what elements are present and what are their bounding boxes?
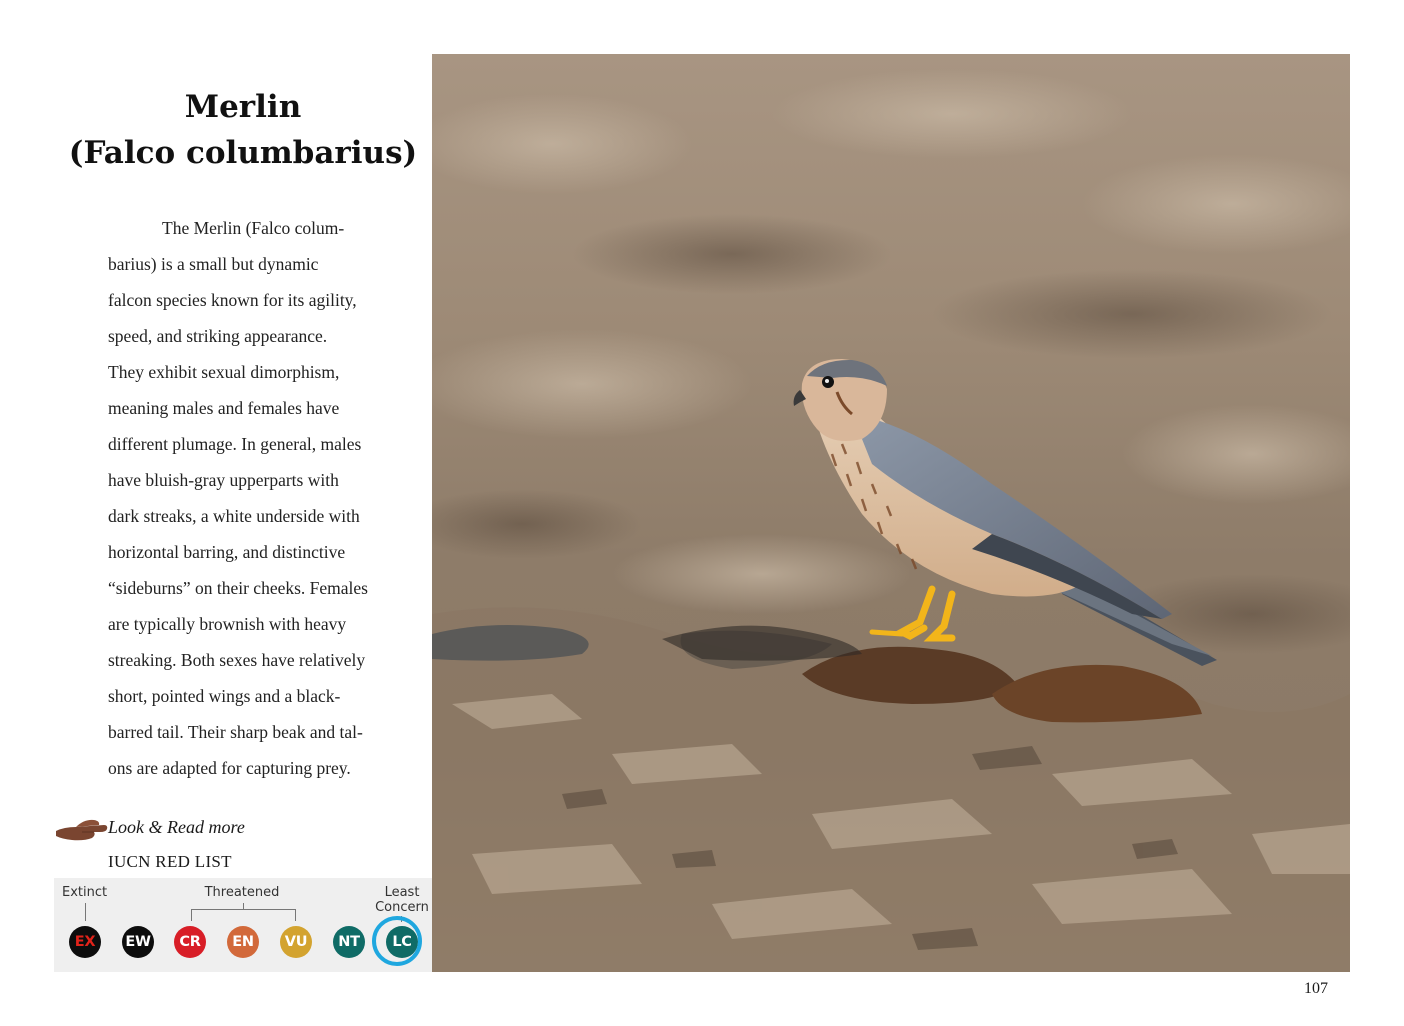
iucn-badge-ew: EW	[122, 926, 154, 958]
bracket-center	[243, 903, 244, 910]
label-least-concern-2: Concern	[375, 900, 429, 915]
description-line: are typically brownish with heavy	[108, 614, 347, 634]
label-extinct: Extinct	[62, 885, 108, 900]
label-threatened: Threatened	[204, 885, 280, 900]
iucn-badge-en: EN	[227, 926, 259, 958]
description-line: streaking. Both sexes have relatively	[108, 650, 366, 670]
description-line: ons are adapted for capturing prey.	[108, 758, 351, 778]
tick-extinct	[85, 903, 86, 921]
bracket-left	[191, 909, 192, 921]
pointing-hand-icon	[54, 814, 108, 842]
read-more-link[interactable]	[54, 812, 354, 842]
description-line: horizontal barring, and distinctive	[108, 542, 346, 562]
iucn-heading: IUCN RED LIST	[108, 852, 232, 871]
read-more-label: Look & Read more	[108, 817, 245, 837]
description-line: “sideburns” on their cheeks. Females	[108, 578, 368, 598]
page-number: 107	[1304, 980, 1328, 997]
title-scientific-name: (Falco columbarius)	[68, 135, 418, 171]
iucn-badge-ex: EX	[69, 926, 101, 958]
description-line: have bluish-gray upperparts with	[108, 470, 339, 490]
bracket-right	[295, 909, 296, 921]
selected-status-ring	[372, 916, 422, 966]
photo-illustration	[432, 54, 1350, 972]
description-line: barius) is a small but dynamic	[108, 254, 319, 274]
description-line: They exhibit sexual dimorphism,	[108, 362, 340, 382]
iucn-red-list-scale	[54, 878, 432, 972]
title-common-name: Merlin	[184, 89, 302, 125]
description-line: falcon species known for its agility,	[108, 290, 357, 310]
label-least-concern-1: Least	[384, 885, 420, 900]
page-title	[54, 84, 432, 176]
iucn-badge-cr: CR	[174, 926, 206, 958]
iucn-badge-vu: VU	[280, 926, 312, 958]
merlin-falcon-photo	[432, 54, 1350, 972]
description-paragraph	[108, 210, 408, 786]
description-line: meaning males and females have	[108, 398, 340, 418]
description-line: different plumage. In general, males	[108, 434, 362, 454]
description-line: dark streaks, a white underside with	[108, 506, 360, 526]
iucn-badge-lc: LC	[386, 926, 418, 958]
description-line: short, pointed wings and a black-	[108, 686, 341, 706]
description-line: barred tail. Their sharp beak and tal-	[108, 722, 363, 742]
iucn-badge-nt: NT	[333, 926, 365, 958]
description-line: speed, and striking appearance.	[108, 326, 328, 346]
description-line: The Merlin (Falco colum-	[162, 218, 345, 238]
